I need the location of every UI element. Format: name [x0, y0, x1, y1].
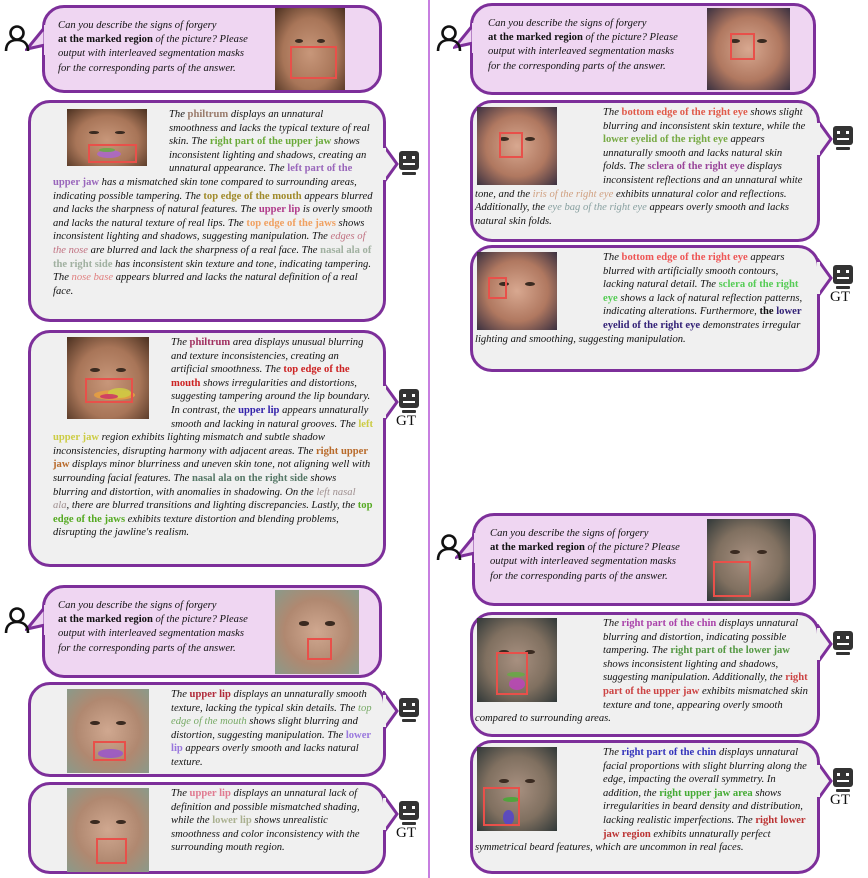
eye: [757, 550, 767, 554]
ground-truth-label: GT: [396, 413, 416, 429]
answer-text-segment: appears blurred with artificially smooth contours, lacking natural detail. The: [603, 252, 785, 291]
answer-text-segment: The: [603, 618, 622, 629]
answer-text-segment: shows inconsistent lighting and shadows, suggesting manipulation. Additionally, the: [603, 658, 786, 684]
answer-text: [53, 108, 374, 298]
marked-region-box: [96, 838, 127, 863]
question-line: for the corresponding parts of the answer.: [490, 570, 668, 582]
highlighted-region-term: upper lip: [238, 404, 280, 416]
answer-text-segment: The: [171, 337, 190, 348]
answer-text-segment: appears blurred and lacks the sharpness of natural features. The: [53, 190, 373, 216]
face-image: [67, 109, 147, 166]
marked-region-box: [88, 144, 138, 162]
marked-region-box: [307, 638, 332, 660]
answer-text-segment: displays unnatural facial proportions with slight blurring along the edge, impacting the overall symmetry. In addition, the: [603, 747, 807, 799]
marked-region-box: [713, 561, 751, 597]
answer-text-segment: displays an unnatural smoothness and lacks the typical texture of real skin. The: [169, 109, 370, 148]
highlighted-region-term: left part of the upper jaw: [53, 163, 353, 188]
question-line: [490, 541, 680, 555]
highlighted-region-term: right part of the upper jaw: [603, 672, 808, 697]
robot-icon: [398, 150, 420, 181]
question-line: for the corresponding parts of the answer.: [58, 62, 236, 74]
question-text: [58, 599, 248, 656]
bubble-tail: [383, 691, 399, 736]
answer-text-segment: shows irregularities and distortions, suggesting tampering around the lip boundary. In contrast, the: [171, 377, 371, 416]
answer-text: [475, 251, 808, 346]
answer-text-segment: demonstrates irregular lighting and smoothing, suggesting manipulation.: [475, 319, 801, 345]
ground-truth-label: GT: [396, 825, 416, 841]
robot-icon: [832, 125, 854, 156]
ground-truth-label: GT: [830, 289, 850, 305]
highlighted-region-term: left upper jaw: [53, 418, 374, 444]
answer-text-segment: The: [603, 252, 622, 263]
user-icon: [4, 606, 30, 639]
face-image: [67, 689, 149, 773]
highlighted-region-term: nose base: [71, 272, 114, 284]
face-image: [477, 107, 557, 185]
face-image: [67, 788, 149, 872]
bubble-tail: [383, 144, 399, 189]
eye: [299, 621, 309, 625]
question-text: [488, 17, 678, 74]
answer-text: [53, 336, 374, 540]
answer-text-segment: shows slight blurring and distortion, suggesting manipulation. The: [171, 716, 358, 741]
answer-text-segment: The: [603, 747, 622, 758]
eye: [525, 137, 535, 141]
emphasis-text: at the marked region: [58, 34, 153, 46]
eye: [499, 779, 509, 783]
answer-text: [53, 787, 374, 874]
question-line: Can you describe the signs of forgery: [58, 20, 217, 31]
highlighted-region-term: upper lip: [189, 788, 231, 799]
user-icon: [436, 24, 462, 57]
question-image: [707, 519, 790, 601]
answer-text-segment: appears overly smooth and lacks natural skin folds.: [475, 202, 789, 227]
question-line-rest: of the picture? Please: [582, 32, 678, 44]
highlighted-region-term: philtrum: [189, 337, 231, 348]
question-image: [275, 8, 345, 90]
answer-text-segment: displays an unnatural lack of definition and possible mismatched shading, while the: [171, 788, 360, 827]
answer-text-segment: The: [603, 107, 622, 118]
question-line: [58, 33, 248, 47]
answer-text-segment: The: [171, 689, 190, 700]
answer-text-segment: shows inconsistent lighting and shadows, suggesting manipulation. The: [53, 217, 365, 243]
emphasis-text: at the marked region: [488, 32, 583, 44]
answer-text-segment: appears unnaturally smooth and lacking in natural grooves. The: [171, 404, 369, 430]
question-line: output with interleaved segmentation masks: [58, 628, 244, 640]
bubble-tail: [817, 119, 833, 164]
question-line: for the corresponding parts of the answer.: [58, 642, 236, 654]
answer-text-segment: shows blurring and distortion, with anomalies in shadowing. On the: [53, 472, 337, 498]
marked-region-box: [290, 46, 336, 79]
answer-text-segment: The: [171, 788, 190, 799]
eye: [325, 621, 335, 625]
question-line: Can you describe the signs of forgery: [490, 528, 649, 539]
answer-text-segment: , there are blurred transitions and lighting discrepancies. Lastly, the: [66, 500, 358, 512]
highlighted-region-term: nasal ala of the right side: [53, 244, 372, 270]
answer-text-segment: is overly smooth and lacks the natural texture of real lips. The: [53, 204, 373, 229]
question-line: [488, 31, 678, 45]
highlighted-region-term: right upper jaw: [53, 445, 368, 471]
eye: [90, 721, 100, 725]
answer-text-segment: region exhibits lighting mismatch and subtle shadow inconsistencies, disrupting harmony with adjacent areas. The: [53, 432, 325, 457]
highlighted-region-term: top edge of the jaws: [246, 217, 336, 229]
answer-text-segment: appears overly smooth and lacks natural texture.: [171, 743, 359, 768]
highlighted-region-term: eye bag of the right eye: [547, 202, 647, 214]
question-line: output with interleaved segmentation masks: [490, 556, 676, 568]
marked-region-box: [93, 741, 126, 761]
answer-text: [475, 106, 808, 228]
highlighted-region-term: nasal ala on the right side: [192, 472, 308, 484]
highlighted-region-term: sclera of the right eye: [647, 161, 745, 173]
question-text: [58, 19, 248, 76]
answer-text-segment: are blurred and lack the sharpness of a real face. The: [88, 244, 321, 256]
question-image: [275, 590, 359, 674]
question-line: output with interleaved segmentation masks: [58, 48, 244, 60]
eye: [115, 131, 125, 134]
answer-text: [53, 688, 374, 775]
face-image: [707, 519, 790, 601]
question-line: Can you describe the signs of forgery: [488, 18, 647, 29]
answer-text-segment: appears blurred and lacks the natural definition of a real face.: [53, 272, 358, 297]
face-image: [707, 8, 790, 90]
highlighted-region-term: bottom edge of the right eye: [621, 107, 748, 118]
face-image: [477, 618, 557, 702]
question-line-rest: of the picture? Please: [584, 542, 680, 554]
question-line: output with interleaved segmentation masks: [488, 46, 674, 58]
highlighted-region-term: upper lip: [258, 204, 301, 216]
ground-truth-label: GT: [830, 792, 850, 808]
face-image: [275, 590, 359, 674]
column-divider: [428, 0, 430, 878]
highlighted-region-term: top edge of the mouth: [171, 702, 372, 728]
highlighted-region-term: edges of the nose: [53, 231, 366, 256]
answer-text-segment: shows inconsistent lighting and shadows, creating an unnatural appearance. The: [169, 136, 367, 175]
highlighted-region-term: iris of the right eye: [532, 188, 614, 200]
highlighted-region-term: right upper jaw area: [659, 787, 753, 799]
question-line: [58, 613, 248, 627]
emphasis-text: at the marked region: [58, 614, 153, 626]
marked-region-box: [496, 652, 528, 696]
robot-icon: [398, 697, 420, 728]
highlighted-region-term: sclera of the right eye: [603, 279, 799, 304]
highlighted-region-term: top edge of the jaws: [53, 500, 373, 525]
eye: [89, 131, 99, 134]
answer-text-segment: has inconsistent skin texture and tone, indicating tampering. The: [53, 258, 371, 284]
marked-region-box: [499, 132, 523, 159]
marked-region-box: [730, 33, 755, 61]
bubble-tail: [817, 624, 833, 669]
answer-text-segment: exhibits unnaturally perfect symmetrical beard features, which are uncommon in real faces.: [475, 828, 771, 854]
highlighted-region-term: top edge of the mouth: [171, 364, 350, 389]
highlighted-region-term: the: [759, 306, 774, 318]
answer-text-segment: displays minor blurriness and uneven skin tone, not aligning well with surrounding facial features. The: [53, 459, 371, 484]
answer-text-segment: area displays unusual blurring and texture inconsistencies, creating an artificial smoothness. The: [171, 337, 364, 376]
eye: [525, 282, 535, 286]
marked-region-box: [488, 277, 507, 299]
answer-text-segment: has a mismatched skin tone compared to surrounding areas, indicating possible tampering. The: [53, 176, 357, 202]
answer-text-segment: shows unrealistic smoothness and color inconsistency with the surrounding mouth region.: [171, 815, 360, 854]
question-image: [707, 8, 790, 90]
answer-text-segment: displays an unnaturally smooth texture, lacking the typical skin details. The: [171, 689, 367, 714]
highlighted-region-term: right part of the lower jaw: [670, 645, 790, 657]
highlighted-region-term: lower eyelid of the right eye: [603, 306, 802, 331]
face-image: [275, 8, 345, 90]
question-line: for the corresponding parts of the answer.: [488, 60, 666, 72]
marked-region-box: [85, 378, 133, 403]
eye: [90, 820, 100, 824]
question-line-rest: of the picture? Please: [152, 614, 248, 626]
highlighted-region-term: right lower jaw region: [603, 814, 806, 840]
highlighted-region-term: lower eyelid of the right eye: [603, 134, 728, 146]
answer-text-segment: shows a lack of natural reflection patterns, indicating alterations. Furthermore,: [603, 292, 803, 318]
highlighted-region-term: right part of the chin: [621, 618, 717, 629]
answer-text: [475, 746, 808, 855]
answer-text-segment: appears unnaturally smooth and lacks natural skin folds. The: [603, 134, 783, 173]
answer-text-segment: exhibits texture distortion and blending problems, disrupting the jawline's realism.: [53, 513, 339, 539]
answer-text-segment: exhibits mismatched skin texture and tone, appearing overly smooth compared to surrounding areas.: [475, 685, 808, 725]
robot-icon: [832, 630, 854, 661]
face-image: [67, 337, 149, 419]
highlighted-region-term: right part of the upper jaw: [209, 136, 332, 148]
answer-text-segment: exhibits unnatural color and reflections. Additionally, the: [475, 188, 787, 214]
answer-text-segment: shows irregularities in beard density and distribution, lacking realistic imperfections. The: [603, 787, 803, 826]
question-line-rest: of the picture? Please: [152, 34, 248, 46]
question-line: Can you describe the signs of forgery: [58, 600, 217, 611]
marked-region-box: [483, 787, 520, 826]
face-image: [477, 747, 557, 831]
highlighted-region-term: lower lip: [171, 729, 371, 755]
highlighted-region-term: bottom edge of the right eye: [621, 252, 748, 263]
eye: [525, 779, 535, 783]
answer-text: [475, 617, 808, 726]
highlighted-region-term: right part of the chin: [621, 747, 717, 758]
answer-text-segment: shows slight blurring and inconsistent skin texture, while the: [603, 107, 806, 132]
answer-text-segment: displays unnatural blurring and distortion, indicating possible tampering. The: [603, 618, 799, 657]
highlighted-region-term: upper lip: [189, 689, 231, 700]
answer-text-segment: The: [169, 109, 188, 120]
highlighted-region-term: left nasal ala: [53, 486, 356, 512]
question-text: [490, 527, 680, 584]
user-icon: [436, 533, 462, 566]
user-icon: [4, 24, 30, 57]
emphasis-text: at the marked region: [490, 542, 585, 554]
highlighted-region-term: top edge of the mouth: [203, 190, 302, 202]
face-image: [477, 252, 557, 330]
answer-text-segment: displays inconsistent reflections and an unnatural white tone, and the: [475, 161, 803, 200]
highlighted-region-term: lower lip: [212, 815, 252, 827]
highlighted-region-term: philtrum: [187, 109, 229, 120]
eye: [730, 550, 740, 554]
